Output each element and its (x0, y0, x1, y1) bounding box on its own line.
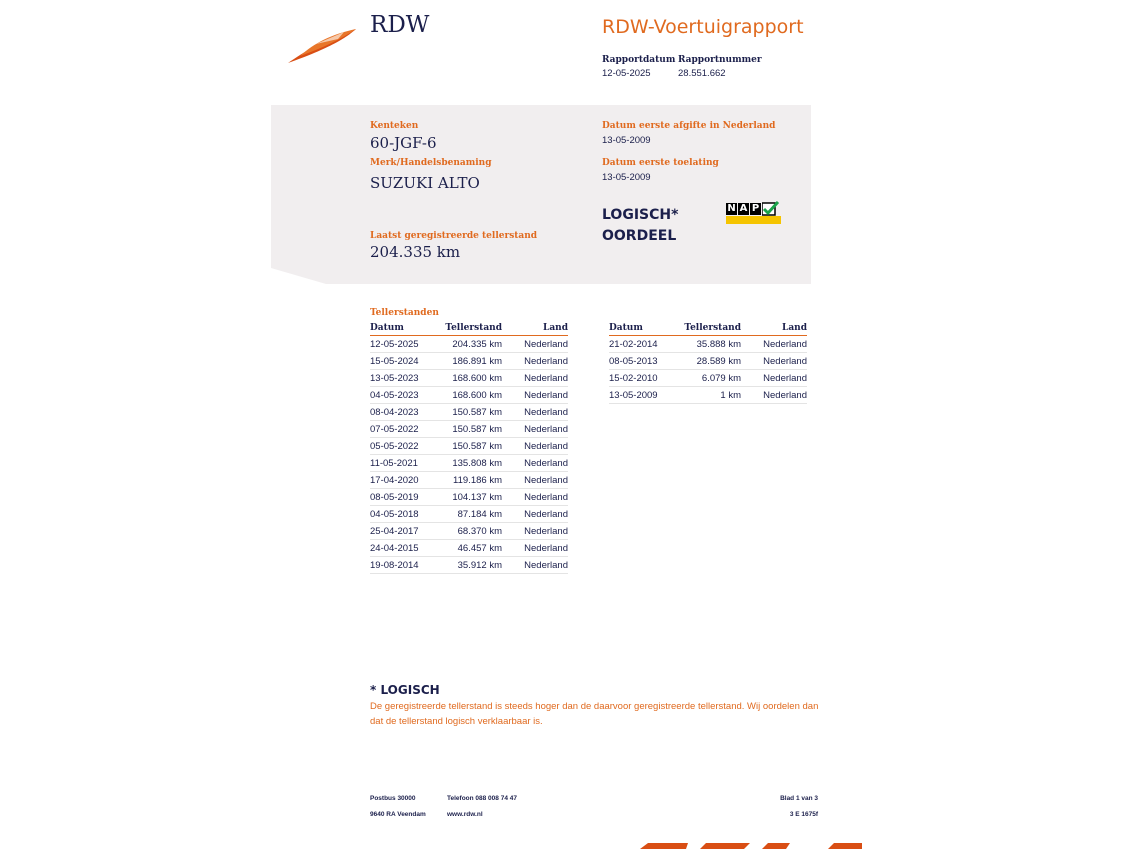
nap-logo (726, 203, 781, 225)
table-header-row (609, 321, 807, 336)
table-row (370, 540, 568, 557)
cell-date: 13-05-2009 (609, 387, 671, 404)
column-header-odometer: Tellerstand (432, 321, 502, 336)
cell-date: 11-05-2021 (370, 455, 432, 472)
cell-odometer: 168.600 km (432, 370, 502, 387)
table-row (370, 336, 568, 353)
table-row (370, 557, 568, 574)
cell-date: 13-05-2023 (370, 370, 432, 387)
cell-country: Nederland (502, 404, 568, 421)
cell-country: Nederland (502, 455, 568, 472)
report-date: 12-05-2025 (602, 68, 651, 79)
report-title: RDW-Voertuigrapport (602, 16, 804, 38)
footer-address: 9640 RA Veendam (370, 811, 426, 818)
cell-country: Nederland (502, 523, 568, 540)
cell-odometer: 150.587 km (432, 421, 502, 438)
make-value: SUZUKI ALTO (370, 174, 480, 192)
verdict (602, 205, 678, 247)
first-admission-value: 13-05-2009 (602, 172, 651, 183)
table-row (370, 506, 568, 523)
footer-page: Blad 1 van 3 (780, 795, 818, 802)
vehicle-summary-panel (271, 105, 811, 284)
panel-notch (271, 268, 326, 284)
readings-table-left (370, 321, 568, 574)
cell-date: 05-05-2022 (370, 438, 432, 455)
footer-web: www.rdw.nl (447, 811, 483, 818)
odometer-value: 204.335 km (370, 243, 461, 261)
cell-country: Nederland (502, 353, 568, 370)
cell-country: Nederland (502, 421, 568, 438)
cell-country: Nederland (502, 506, 568, 523)
footer-phone: Telefoon 088 008 74 47 (447, 795, 517, 802)
column-header-country: Land (741, 321, 807, 336)
note-title: * LOGISCH (370, 683, 440, 697)
cell-country: Nederland (502, 472, 568, 489)
cell-odometer: 150.587 km (432, 404, 502, 421)
cell-odometer: 68.370 km (432, 523, 502, 540)
cell-odometer: 150.587 km (432, 438, 502, 455)
table-row (370, 472, 568, 489)
table-row (370, 421, 568, 438)
column-header-date: Datum (370, 321, 432, 336)
cell-odometer: 35.912 km (432, 557, 502, 574)
cell-odometer: 186.891 km (432, 353, 502, 370)
cell-date: 25-04-2017 (370, 523, 432, 540)
table-row (370, 438, 568, 455)
cell-odometer: 204.335 km (432, 336, 502, 353)
cell-country: Nederland (741, 370, 807, 387)
table-row (609, 353, 807, 370)
brand-name: RDW (370, 12, 430, 38)
cell-odometer: 119.186 km (432, 472, 502, 489)
cell-date: 08-05-2019 (370, 489, 432, 506)
cell-country: Nederland (741, 336, 807, 353)
nap-letter-a: A (739, 203, 748, 214)
column-header-date: Datum (609, 321, 671, 336)
footer-decoration (640, 843, 862, 849)
cell-country: Nederland (502, 336, 568, 353)
make-label: Merk/Handelsbenaming (370, 158, 492, 168)
readings-table-right (609, 321, 807, 404)
table-header-row (370, 321, 568, 336)
cell-date: 07-05-2022 (370, 421, 432, 438)
checkmark-icon (762, 201, 780, 217)
column-header-country: Land (502, 321, 568, 336)
odometer-label: Laatst geregistreerde tellerstand (370, 231, 538, 241)
cell-odometer: 135.808 km (432, 455, 502, 472)
cell-date: 08-05-2013 (609, 353, 671, 370)
cell-country: Nederland (741, 353, 807, 370)
cell-date: 21-02-2014 (609, 336, 671, 353)
note-text: De geregistreerde tellerstand is steeds hoger dan de daarvoor geregistreerde tellerstand. Wij oordelen dan dat de tellerstand logisch verklaarbaar is. (370, 701, 819, 727)
verdict-line-2: OORDEEL (602, 228, 677, 244)
nap-letter-n: N (727, 203, 736, 214)
cell-odometer: 28.589 km (671, 353, 741, 370)
nap-letter-p: P (751, 203, 760, 214)
table-row (609, 336, 807, 353)
cell-odometer: 168.600 km (432, 387, 502, 404)
cell-odometer: 35.888 km (671, 336, 741, 353)
report-date-label: Rapportdatum (602, 55, 676, 65)
cell-odometer: 6.079 km (671, 370, 741, 387)
nap-yellow-bar (726, 216, 781, 224)
cell-date: 15-05-2024 (370, 353, 432, 370)
cell-odometer: 1 km (671, 387, 741, 404)
footer-code: 3 E 1675f (789, 811, 818, 818)
plate-label: Kenteken (370, 121, 419, 131)
cell-country: Nederland (502, 370, 568, 387)
table-row (370, 489, 568, 506)
verdict-line-1: LOGISCH* (602, 207, 679, 223)
cell-date: 04-05-2018 (370, 506, 432, 523)
cell-country: Nederland (502, 489, 568, 506)
cell-country: Nederland (502, 438, 568, 455)
table-row (370, 353, 568, 370)
cell-country: Nederland (502, 557, 568, 574)
cell-date: 19-08-2014 (370, 557, 432, 574)
footer-postbus: Postbus 30000 (370, 795, 416, 802)
first-registration-nl-value: 13-05-2009 (602, 135, 651, 146)
table-row (609, 370, 807, 387)
table-row (370, 387, 568, 404)
cell-country: Nederland (502, 540, 568, 557)
cell-date: 08-04-2023 (370, 404, 432, 421)
first-admission-label: Datum eerste toelating (602, 158, 719, 168)
plate-value: 60-JGF-6 (370, 134, 437, 152)
table-row (370, 370, 568, 387)
column-header-odometer: Tellerstand (671, 321, 741, 336)
table-row (370, 455, 568, 472)
table-row (370, 404, 568, 421)
cell-date: 17-04-2020 (370, 472, 432, 489)
cell-odometer: 104.137 km (432, 489, 502, 506)
cell-date: 04-05-2023 (370, 387, 432, 404)
cell-odometer: 87.184 km (432, 506, 502, 523)
report-number: 28.551.662 (678, 68, 726, 79)
cell-date: 24-04-2015 (370, 540, 432, 557)
report-number-label: Rapportnummer (678, 55, 762, 65)
cell-odometer: 46.457 km (432, 540, 502, 557)
table-row (609, 387, 807, 404)
rdw-logo-icon (286, 26, 358, 66)
table-row (370, 523, 568, 540)
cell-date: 15-02-2010 (609, 370, 671, 387)
readings-title: Tellerstanden (370, 308, 439, 318)
cell-country: Nederland (502, 387, 568, 404)
cell-date: 12-05-2025 (370, 336, 432, 353)
cell-country: Nederland (741, 387, 807, 404)
first-registration-nl-label: Datum eerste afgifte in Nederland (602, 121, 776, 131)
